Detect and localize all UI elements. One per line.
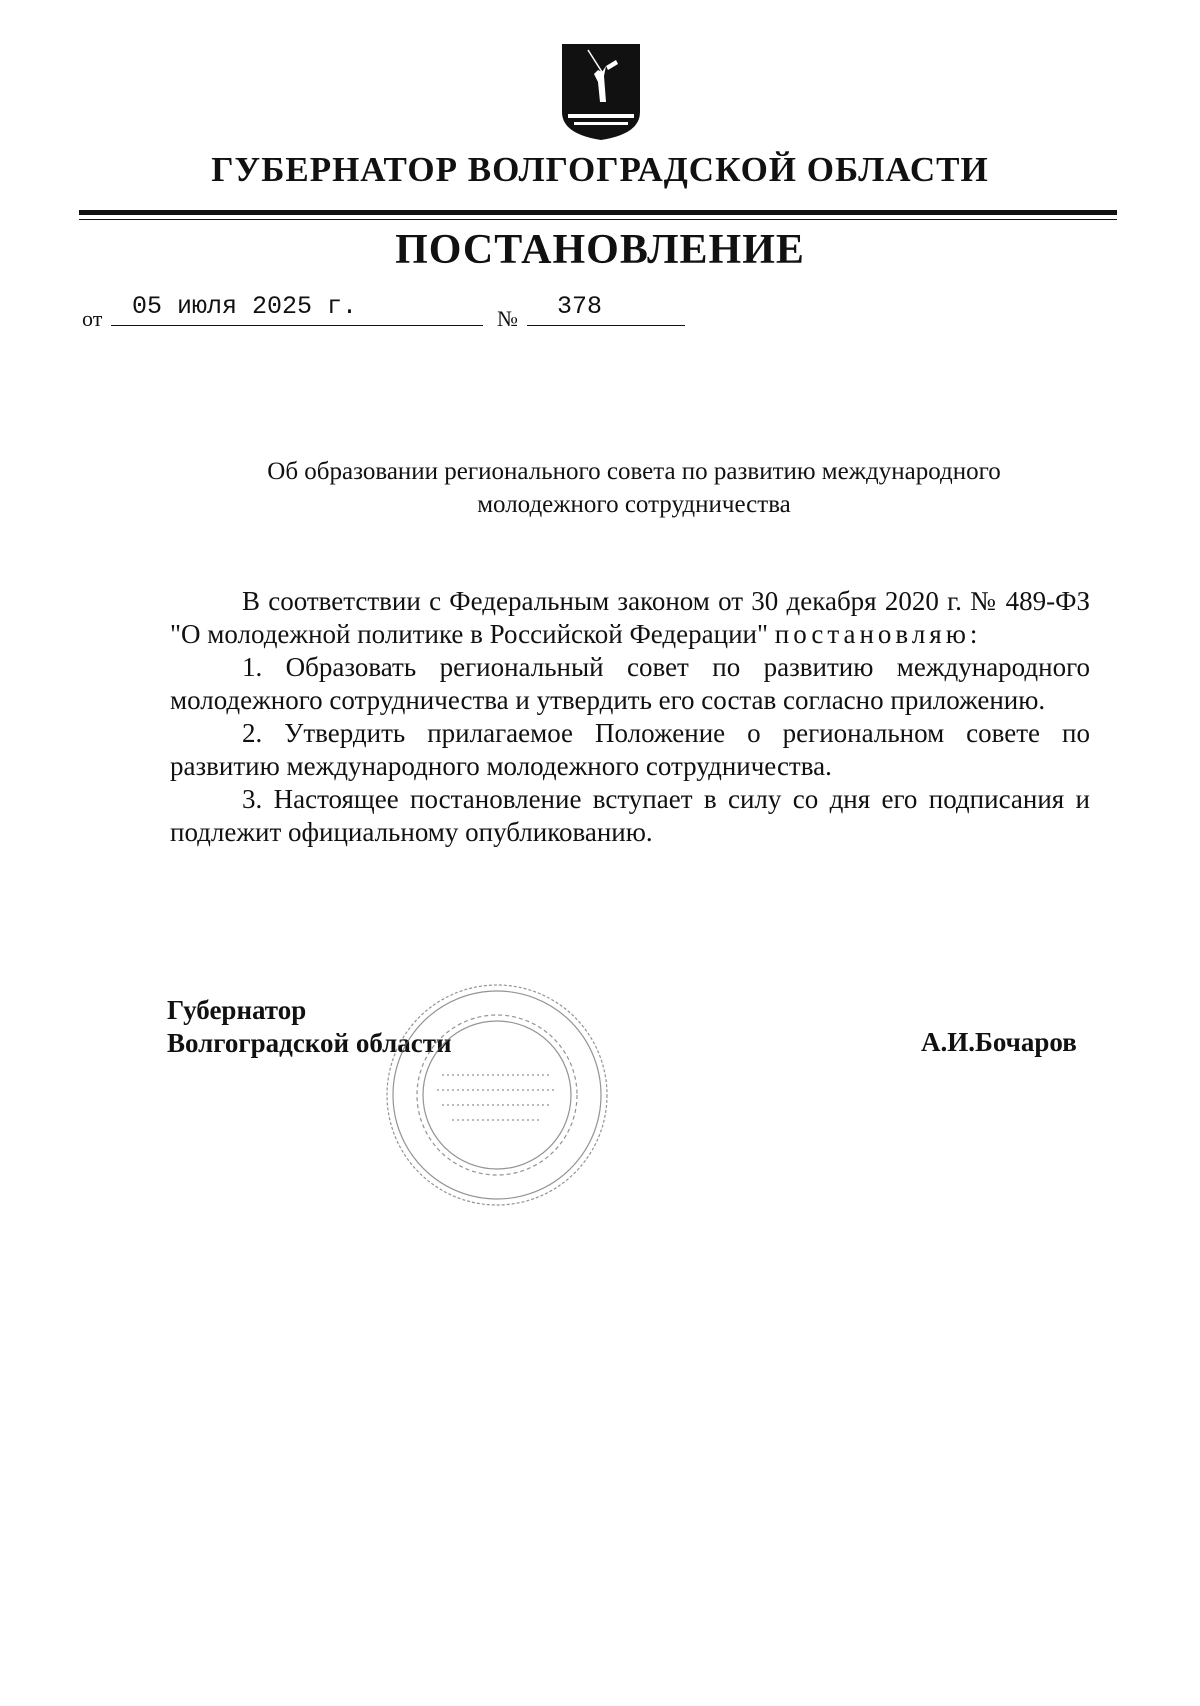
decree-word: постановляю: [774, 619, 982, 649]
subject-line-2: молодежного сотрудничества [477, 491, 791, 518]
document-type: ПОСТАНОВЛЕНИЕ [395, 227, 805, 273]
date-underline [111, 325, 483, 326]
org-title: ГУБЕРНАТОР ВОЛГОГРАДСКОЙ ОБЛАСТИ [211, 150, 989, 189]
preamble-paragraph [170, 585, 1090, 651]
signatory-name: А.И.Бочаров [921, 1027, 1077, 1057]
position-line-1: Губернатор [167, 995, 307, 1025]
coat-of-arms-icon [560, 42, 642, 142]
date-from-label: от [82, 306, 103, 331]
document-body [170, 585, 1090, 849]
document-number: 378 [557, 292, 603, 321]
number-label: № [497, 306, 518, 331]
position-line-2: Волгоградской области [167, 1028, 452, 1058]
header-rule-thin [79, 219, 1117, 220]
header-rule-thick [79, 210, 1117, 215]
list-item: 2. Утвердить прилагаемое Положение о региональном совете по развитию международного молодежного сотрудничества. [170, 718, 1090, 781]
subject-line-1: Об образовании регионального совета по развитию международного [267, 458, 1001, 485]
document-date: 05 июля 2025 г. [132, 292, 358, 321]
number-underline [527, 325, 685, 326]
official-stamp-icon [382, 980, 612, 1210]
document-subject [160, 455, 1108, 521]
preamble-text: В соответствии с Федеральным законом от 30 декабря 2020 г. № 489-ФЗ "О молодежной политике в Российской Федерации" [170, 586, 1090, 649]
list-item: 3. Настоящее постановление вступает в силу со дня его подписания и подлежит официальному опубликованию. [170, 784, 1090, 847]
list-item: 1. Образовать региональный совет по развитию международного молодежного сотрудничества и утвердить его состав согласно приложению. [170, 652, 1090, 715]
